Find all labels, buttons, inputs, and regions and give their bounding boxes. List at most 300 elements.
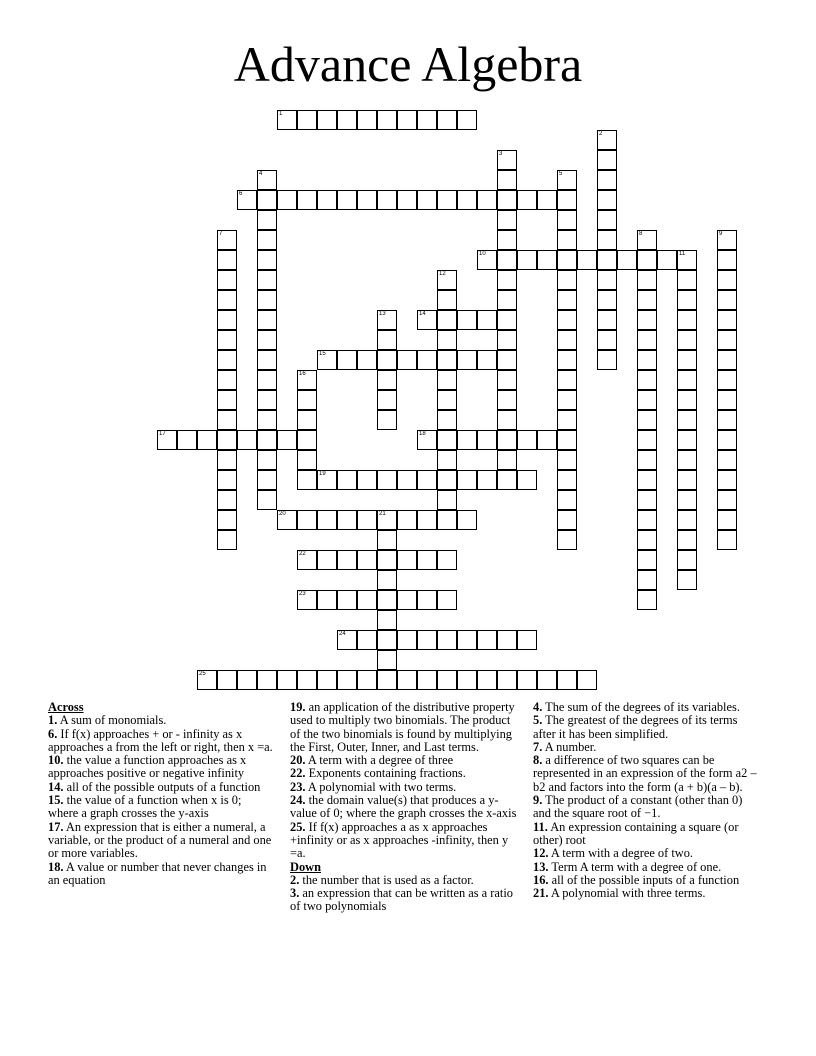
crossword-cell[interactable] <box>597 210 617 230</box>
crossword-cell[interactable] <box>617 250 637 270</box>
crossword-cell[interactable] <box>497 270 517 290</box>
crossword-cell[interactable] <box>297 370 317 390</box>
crossword-cell[interactable] <box>477 430 497 450</box>
crossword-cell[interactable] <box>537 430 557 450</box>
down-heading: Down <box>290 859 321 874</box>
crossword-cell[interactable] <box>677 530 697 550</box>
crossword-cell[interactable] <box>257 410 277 430</box>
crossword-cell[interactable] <box>457 670 477 690</box>
crossword-cell[interactable] <box>717 310 737 330</box>
crossword-cell[interactable] <box>717 470 737 490</box>
clue-text: A value or number that never changes in an equation <box>48 859 267 887</box>
crossword-cell[interactable] <box>317 590 337 610</box>
crossword-cell[interactable] <box>357 350 377 370</box>
crossword-cell[interactable] <box>637 590 657 610</box>
crossword-cell[interactable] <box>317 670 337 690</box>
crossword-cell[interactable] <box>497 250 517 270</box>
crossword-cell[interactable] <box>597 250 617 270</box>
crossword-cell[interactable] <box>457 350 477 370</box>
crossword-cell[interactable] <box>497 370 517 390</box>
crossword-cell[interactable] <box>297 390 317 410</box>
crossword-cell[interactable] <box>357 110 377 130</box>
crossword-cell[interactable] <box>437 430 457 450</box>
crossword-cell[interactable] <box>597 130 617 150</box>
clue-item <box>533 741 761 754</box>
crossword-cell[interactable] <box>637 550 657 570</box>
crossword-cell[interactable] <box>377 590 397 610</box>
crossword-cell[interactable] <box>257 230 277 250</box>
crossword-cell[interactable] <box>317 550 337 570</box>
crossword-cell[interactable] <box>717 510 737 530</box>
crossword-cell[interactable] <box>457 510 477 530</box>
crossword-cell[interactable] <box>257 350 277 370</box>
crossword-cell[interactable] <box>377 370 397 390</box>
crossword-cell[interactable] <box>237 430 257 450</box>
clue-number-label: 4 <box>259 171 263 177</box>
crossword-cell[interactable] <box>437 490 457 510</box>
crossword-cell[interactable] <box>517 630 537 650</box>
crossword-cell[interactable] <box>557 330 577 350</box>
crossword-cell[interactable] <box>437 190 457 210</box>
clue-item <box>533 874 761 887</box>
crossword-cell[interactable] <box>717 370 737 390</box>
crossword-cell[interactable] <box>337 550 357 570</box>
crossword-cell[interactable] <box>357 510 377 530</box>
crossword-cell[interactable] <box>497 190 517 210</box>
crossword-cell[interactable] <box>637 390 657 410</box>
crossword-cell[interactable] <box>537 190 557 210</box>
crossword-cell[interactable] <box>677 390 697 410</box>
crossword-cell[interactable] <box>377 550 397 570</box>
crossword-cell[interactable] <box>377 110 397 130</box>
crossword-cell[interactable] <box>257 330 277 350</box>
crossword-cell[interactable] <box>397 470 417 490</box>
crossword-cell[interactable] <box>637 490 657 510</box>
crossword-cell[interactable] <box>297 590 317 610</box>
crossword-cell[interactable] <box>417 550 437 570</box>
clues-column-1 <box>48 701 273 887</box>
crossword-cell[interactable] <box>217 350 237 370</box>
crossword-cell[interactable] <box>317 110 337 130</box>
crossword-cell[interactable] <box>597 290 617 310</box>
crossword-cell[interactable] <box>377 310 397 330</box>
crossword-cell[interactable] <box>717 330 737 350</box>
crossword-cell[interactable] <box>477 470 497 490</box>
crossword-cell[interactable] <box>277 670 297 690</box>
crossword-cell[interactable] <box>337 590 357 610</box>
crossword-cell[interactable] <box>297 510 317 530</box>
crossword-cell[interactable] <box>557 170 577 190</box>
crossword-cell[interactable] <box>717 290 737 310</box>
crossword-cell[interactable] <box>557 410 577 430</box>
crossword-cell[interactable] <box>637 250 657 270</box>
crossword-cell[interactable] <box>557 230 577 250</box>
crossword-cell[interactable] <box>637 510 657 530</box>
crossword-cell[interactable] <box>517 430 537 450</box>
clue-text: a difference of two squares can be represented in an expression of the form a2 – b2 and factors into the form (a + b)(a – b). <box>533 753 757 794</box>
crossword-cell[interactable] <box>477 310 497 330</box>
crossword-cell[interactable] <box>437 270 457 290</box>
crossword-cell[interactable] <box>317 470 337 490</box>
crossword-cell[interactable] <box>217 450 237 470</box>
crossword-cell[interactable] <box>557 270 577 290</box>
crossword-cell[interactable] <box>337 510 357 530</box>
crossword-cell[interactable] <box>717 490 737 510</box>
crossword-cell[interactable] <box>217 670 237 690</box>
crossword-cell[interactable] <box>397 630 417 650</box>
crossword-cell[interactable] <box>277 510 297 530</box>
crossword-cell[interactable] <box>377 610 397 630</box>
clue-text: Term A term with a degree of one. <box>548 859 722 874</box>
crossword-cell[interactable] <box>397 510 417 530</box>
crossword-cell[interactable] <box>257 310 277 330</box>
crossword-cell[interactable] <box>297 470 317 490</box>
crossword-cell[interactable] <box>197 670 217 690</box>
crossword-cell[interactable] <box>437 670 457 690</box>
crossword-cell[interactable] <box>597 350 617 370</box>
crossword-cell[interactable] <box>417 510 437 530</box>
crossword-cell[interactable] <box>297 550 317 570</box>
crossword-cell[interactable] <box>337 110 357 130</box>
crossword-cell[interactable] <box>557 470 577 490</box>
crossword-cell[interactable] <box>717 270 737 290</box>
crossword-cell[interactable] <box>257 190 277 210</box>
crossword-cell[interactable] <box>517 470 537 490</box>
crossword-cell[interactable] <box>437 110 457 130</box>
crossword-cell[interactable] <box>217 410 237 430</box>
crossword-cell[interactable] <box>257 210 277 230</box>
crossword-cell[interactable] <box>597 330 617 350</box>
crossword-cell[interactable] <box>677 270 697 290</box>
crossword-cell[interactable] <box>517 250 537 270</box>
crossword-cell[interactable] <box>557 450 577 470</box>
crossword-cell[interactable] <box>417 590 437 610</box>
crossword-cell[interactable] <box>357 190 377 210</box>
crossword-cell[interactable] <box>677 450 697 470</box>
crossword-cell[interactable] <box>417 670 437 690</box>
crossword-cell[interactable] <box>537 250 557 270</box>
crossword-cell[interactable] <box>377 510 397 530</box>
clue-number-label: 16 <box>299 371 306 377</box>
clue-item <box>290 887 520 914</box>
crossword-cell[interactable] <box>417 470 437 490</box>
crossword-cell[interactable] <box>497 150 517 170</box>
crossword-cell[interactable] <box>557 250 577 270</box>
crossword-cell[interactable] <box>497 310 517 330</box>
crossword-cell[interactable] <box>317 350 337 370</box>
crossword-cell[interactable] <box>217 290 237 310</box>
crossword-cell[interactable] <box>497 210 517 230</box>
crossword-cell[interactable] <box>437 290 457 310</box>
crossword-cell[interactable] <box>677 290 697 310</box>
crossword-cell[interactable] <box>217 530 237 550</box>
crossword-cell[interactable] <box>497 410 517 430</box>
crossword-cell[interactable] <box>497 670 517 690</box>
crossword-cell[interactable] <box>437 350 457 370</box>
crossword-cell[interactable] <box>277 110 297 130</box>
crossword-cell[interactable] <box>637 370 657 390</box>
crossword-cell[interactable] <box>357 550 377 570</box>
crossword-cell[interactable] <box>497 430 517 450</box>
clue-number: 5. <box>533 713 543 728</box>
crossword-cell[interactable] <box>277 190 297 210</box>
crossword-cell[interactable] <box>257 390 277 410</box>
clue-item <box>533 754 761 794</box>
crossword-cell[interactable] <box>177 430 197 450</box>
crossword-cell[interactable] <box>637 290 657 310</box>
crossword-cell[interactable] <box>677 410 697 430</box>
crossword-cell[interactable] <box>377 350 397 370</box>
crossword-cell[interactable] <box>717 530 737 550</box>
crossword-cell[interactable] <box>637 470 657 490</box>
crossword-cell[interactable] <box>677 570 697 590</box>
crossword-cell[interactable] <box>397 550 417 570</box>
crossword-cell[interactable] <box>597 150 617 170</box>
crossword-cell[interactable] <box>377 190 397 210</box>
crossword-cell[interactable] <box>337 470 357 490</box>
clue-number: 19. <box>290 700 306 714</box>
crossword-cell[interactable] <box>557 670 577 690</box>
crossword-cell[interactable] <box>597 190 617 210</box>
crossword-cell[interactable] <box>417 430 437 450</box>
crossword-cell[interactable] <box>477 350 497 370</box>
crossword-cell[interactable] <box>497 390 517 410</box>
crossword-cell[interactable] <box>297 190 317 210</box>
clue-item <box>533 714 761 741</box>
crossword-cell[interactable] <box>217 230 237 250</box>
crossword-cell[interactable] <box>557 210 577 230</box>
crossword-cell[interactable] <box>557 530 577 550</box>
crossword-cell[interactable] <box>377 390 397 410</box>
crossword-cell[interactable] <box>457 190 477 210</box>
crossword-cell[interactable] <box>437 370 457 390</box>
crossword-cell[interactable] <box>157 430 177 450</box>
crossword-cell[interactable] <box>637 330 657 350</box>
crossword-cell[interactable] <box>397 670 417 690</box>
crossword-cell[interactable] <box>497 450 517 470</box>
crossword-cell[interactable] <box>497 470 517 490</box>
crossword-cell[interactable] <box>257 490 277 510</box>
crossword-cell[interactable] <box>557 430 577 450</box>
crossword-cell[interactable] <box>217 430 237 450</box>
crossword-cell[interactable] <box>717 250 737 270</box>
crossword-cell[interactable] <box>637 230 657 250</box>
crossword-cell[interactable] <box>457 430 477 450</box>
crossword-cell[interactable] <box>257 470 277 490</box>
crossword-cell[interactable] <box>477 250 497 270</box>
crossword-cell[interactable] <box>717 450 737 470</box>
crossword-cell[interactable] <box>497 290 517 310</box>
crossword-cell[interactable] <box>357 470 377 490</box>
crossword-cell[interactable] <box>557 510 577 530</box>
crossword-cell[interactable] <box>437 470 457 490</box>
crossword-cell[interactable] <box>417 190 437 210</box>
crossword-cell[interactable] <box>217 390 237 410</box>
crossword-cell[interactable] <box>417 110 437 130</box>
crossword-cell[interactable] <box>297 450 317 470</box>
crossword-cell[interactable] <box>357 630 377 650</box>
crossword-cell[interactable] <box>477 630 497 650</box>
crossword-cell[interactable] <box>377 630 397 650</box>
crossword-cell[interactable] <box>317 190 337 210</box>
crossword-cell[interactable] <box>257 430 277 450</box>
crossword-cell[interactable] <box>477 670 497 690</box>
crossword-cell[interactable] <box>297 110 317 130</box>
crossword-cell[interactable] <box>557 350 577 370</box>
crossword-cell[interactable] <box>217 330 237 350</box>
crossword-cell[interactable] <box>317 510 337 530</box>
crossword-cell[interactable] <box>257 170 277 190</box>
crossword-cell[interactable] <box>377 530 397 550</box>
crossword-cell[interactable] <box>377 650 397 670</box>
crossword-cell[interactable] <box>377 470 397 490</box>
crossword-cell[interactable] <box>597 270 617 290</box>
crossword-cell[interactable] <box>517 190 537 210</box>
crossword-cell[interactable] <box>677 370 697 390</box>
crossword-cell[interactable] <box>257 250 277 270</box>
crossword-cell[interactable] <box>517 670 537 690</box>
crossword-cell[interactable] <box>377 670 397 690</box>
crossword-cell[interactable] <box>557 310 577 330</box>
crossword-cell[interactable] <box>237 190 257 210</box>
crossword-cell[interactable] <box>677 510 697 530</box>
crossword-cell[interactable] <box>237 670 257 690</box>
crossword-cell[interactable] <box>497 630 517 650</box>
crossword-cell[interactable] <box>377 330 397 350</box>
crossword-cell[interactable] <box>497 350 517 370</box>
crossword-cell[interactable] <box>637 310 657 330</box>
crossword-cell[interactable] <box>257 290 277 310</box>
crossword-cell[interactable] <box>637 570 657 590</box>
crossword-cell[interactable] <box>437 390 457 410</box>
crossword-cell[interactable] <box>357 590 377 610</box>
clue-number-label: 20 <box>279 511 286 517</box>
crossword-cell[interactable] <box>657 250 677 270</box>
crossword-cell[interactable] <box>637 530 657 550</box>
crossword-cell[interactable] <box>717 410 737 430</box>
crossword-cell[interactable] <box>437 630 457 650</box>
crossword-cell[interactable] <box>437 330 457 350</box>
crossword-cell[interactable] <box>417 630 437 650</box>
clue-number: 4. <box>533 700 543 714</box>
crossword-cell[interactable] <box>497 230 517 250</box>
crossword-cell[interactable] <box>217 310 237 330</box>
crossword-cell[interactable] <box>717 430 737 450</box>
crossword-cell[interactable] <box>437 550 457 570</box>
crossword-cell[interactable] <box>677 350 697 370</box>
crossword-cell[interactable] <box>437 310 457 330</box>
crossword-cell[interactable] <box>537 670 557 690</box>
crossword-cell[interactable] <box>457 310 477 330</box>
crossword-cell[interactable] <box>577 250 597 270</box>
crossword-cell[interactable] <box>197 430 217 450</box>
crossword-cell[interactable] <box>597 170 617 190</box>
clue-number-label: 11 <box>679 251 686 257</box>
crossword-cell[interactable] <box>297 430 317 450</box>
crossword-cell[interactable] <box>357 670 377 690</box>
crossword-cell[interactable] <box>557 190 577 210</box>
crossword-cell[interactable] <box>677 310 697 330</box>
crossword-cell[interactable] <box>637 350 657 370</box>
clue-item <box>290 794 520 821</box>
crossword-cell[interactable] <box>477 190 497 210</box>
crossword-cell[interactable] <box>257 370 277 390</box>
crossword-cell[interactable] <box>597 310 617 330</box>
crossword-cell[interactable] <box>437 410 457 430</box>
clue-number: 14. <box>48 779 64 794</box>
crossword-cell[interactable] <box>397 590 417 610</box>
crossword-cell[interactable] <box>677 470 697 490</box>
crossword-cell[interactable] <box>677 430 697 450</box>
crossword-cell[interactable] <box>337 630 357 650</box>
crossword-cell[interactable] <box>457 470 477 490</box>
crossword-cell[interactable] <box>717 350 737 370</box>
crossword-cell[interactable] <box>377 410 397 430</box>
crossword-cell[interactable] <box>717 230 737 250</box>
crossword-cell[interactable] <box>257 450 277 470</box>
crossword-cell[interactable] <box>437 590 457 610</box>
crossword-cell[interactable] <box>257 670 277 690</box>
crossword-cell[interactable] <box>397 350 417 370</box>
crossword-cell[interactable] <box>217 470 237 490</box>
crossword-cell[interactable] <box>217 370 237 390</box>
crossword-cell[interactable] <box>717 390 737 410</box>
crossword-cell[interactable] <box>677 490 697 510</box>
crossword-cell[interactable] <box>457 630 477 650</box>
crossword-cell[interactable] <box>637 430 657 450</box>
crossword-cell[interactable] <box>277 430 297 450</box>
clue-item <box>290 821 520 861</box>
crossword-cell[interactable] <box>637 270 657 290</box>
crossword-cell[interactable] <box>497 170 517 190</box>
crossword-cell[interactable] <box>337 350 357 370</box>
clue-number: 1. <box>48 713 58 728</box>
crossword-cell[interactable] <box>217 250 237 270</box>
crossword-cell[interactable] <box>557 390 577 410</box>
crossword-cell[interactable] <box>677 250 697 270</box>
crossword-cell[interactable] <box>217 510 237 530</box>
crossword-cell[interactable] <box>217 490 237 510</box>
page-title: Advance Algebra <box>233 36 583 92</box>
crossword-cell[interactable] <box>557 490 577 510</box>
crossword-cell[interactable] <box>397 110 417 130</box>
crossword-cell[interactable] <box>497 330 517 350</box>
clue-text: A polynomial with two terms. <box>305 779 457 794</box>
crossword-cell[interactable] <box>437 450 457 470</box>
crossword-cell[interactable] <box>597 230 617 250</box>
crossword-cell[interactable] <box>677 330 697 350</box>
crossword-cell[interactable] <box>637 410 657 430</box>
crossword-cell[interactable] <box>337 190 357 210</box>
crossword-cell[interactable] <box>557 290 577 310</box>
crossword-cell[interactable] <box>457 110 477 130</box>
crossword-cell[interactable] <box>297 410 317 430</box>
crossword-cell[interactable] <box>377 570 397 590</box>
crossword-cell[interactable] <box>417 310 437 330</box>
crossword-cell[interactable] <box>417 350 437 370</box>
crossword-cell[interactable] <box>257 270 277 290</box>
crossword-cell[interactable] <box>677 550 697 570</box>
crossword-cell[interactable] <box>437 510 457 530</box>
crossword-cell[interactable] <box>337 670 357 690</box>
crossword-cell[interactable] <box>397 190 417 210</box>
crossword-cell[interactable] <box>557 370 577 390</box>
clue-number-label: 17 <box>159 431 166 437</box>
crossword-cell[interactable] <box>217 270 237 290</box>
crossword-cell[interactable] <box>297 670 317 690</box>
crossword-cell[interactable] <box>577 670 597 690</box>
crossword-cell[interactable] <box>637 450 657 470</box>
